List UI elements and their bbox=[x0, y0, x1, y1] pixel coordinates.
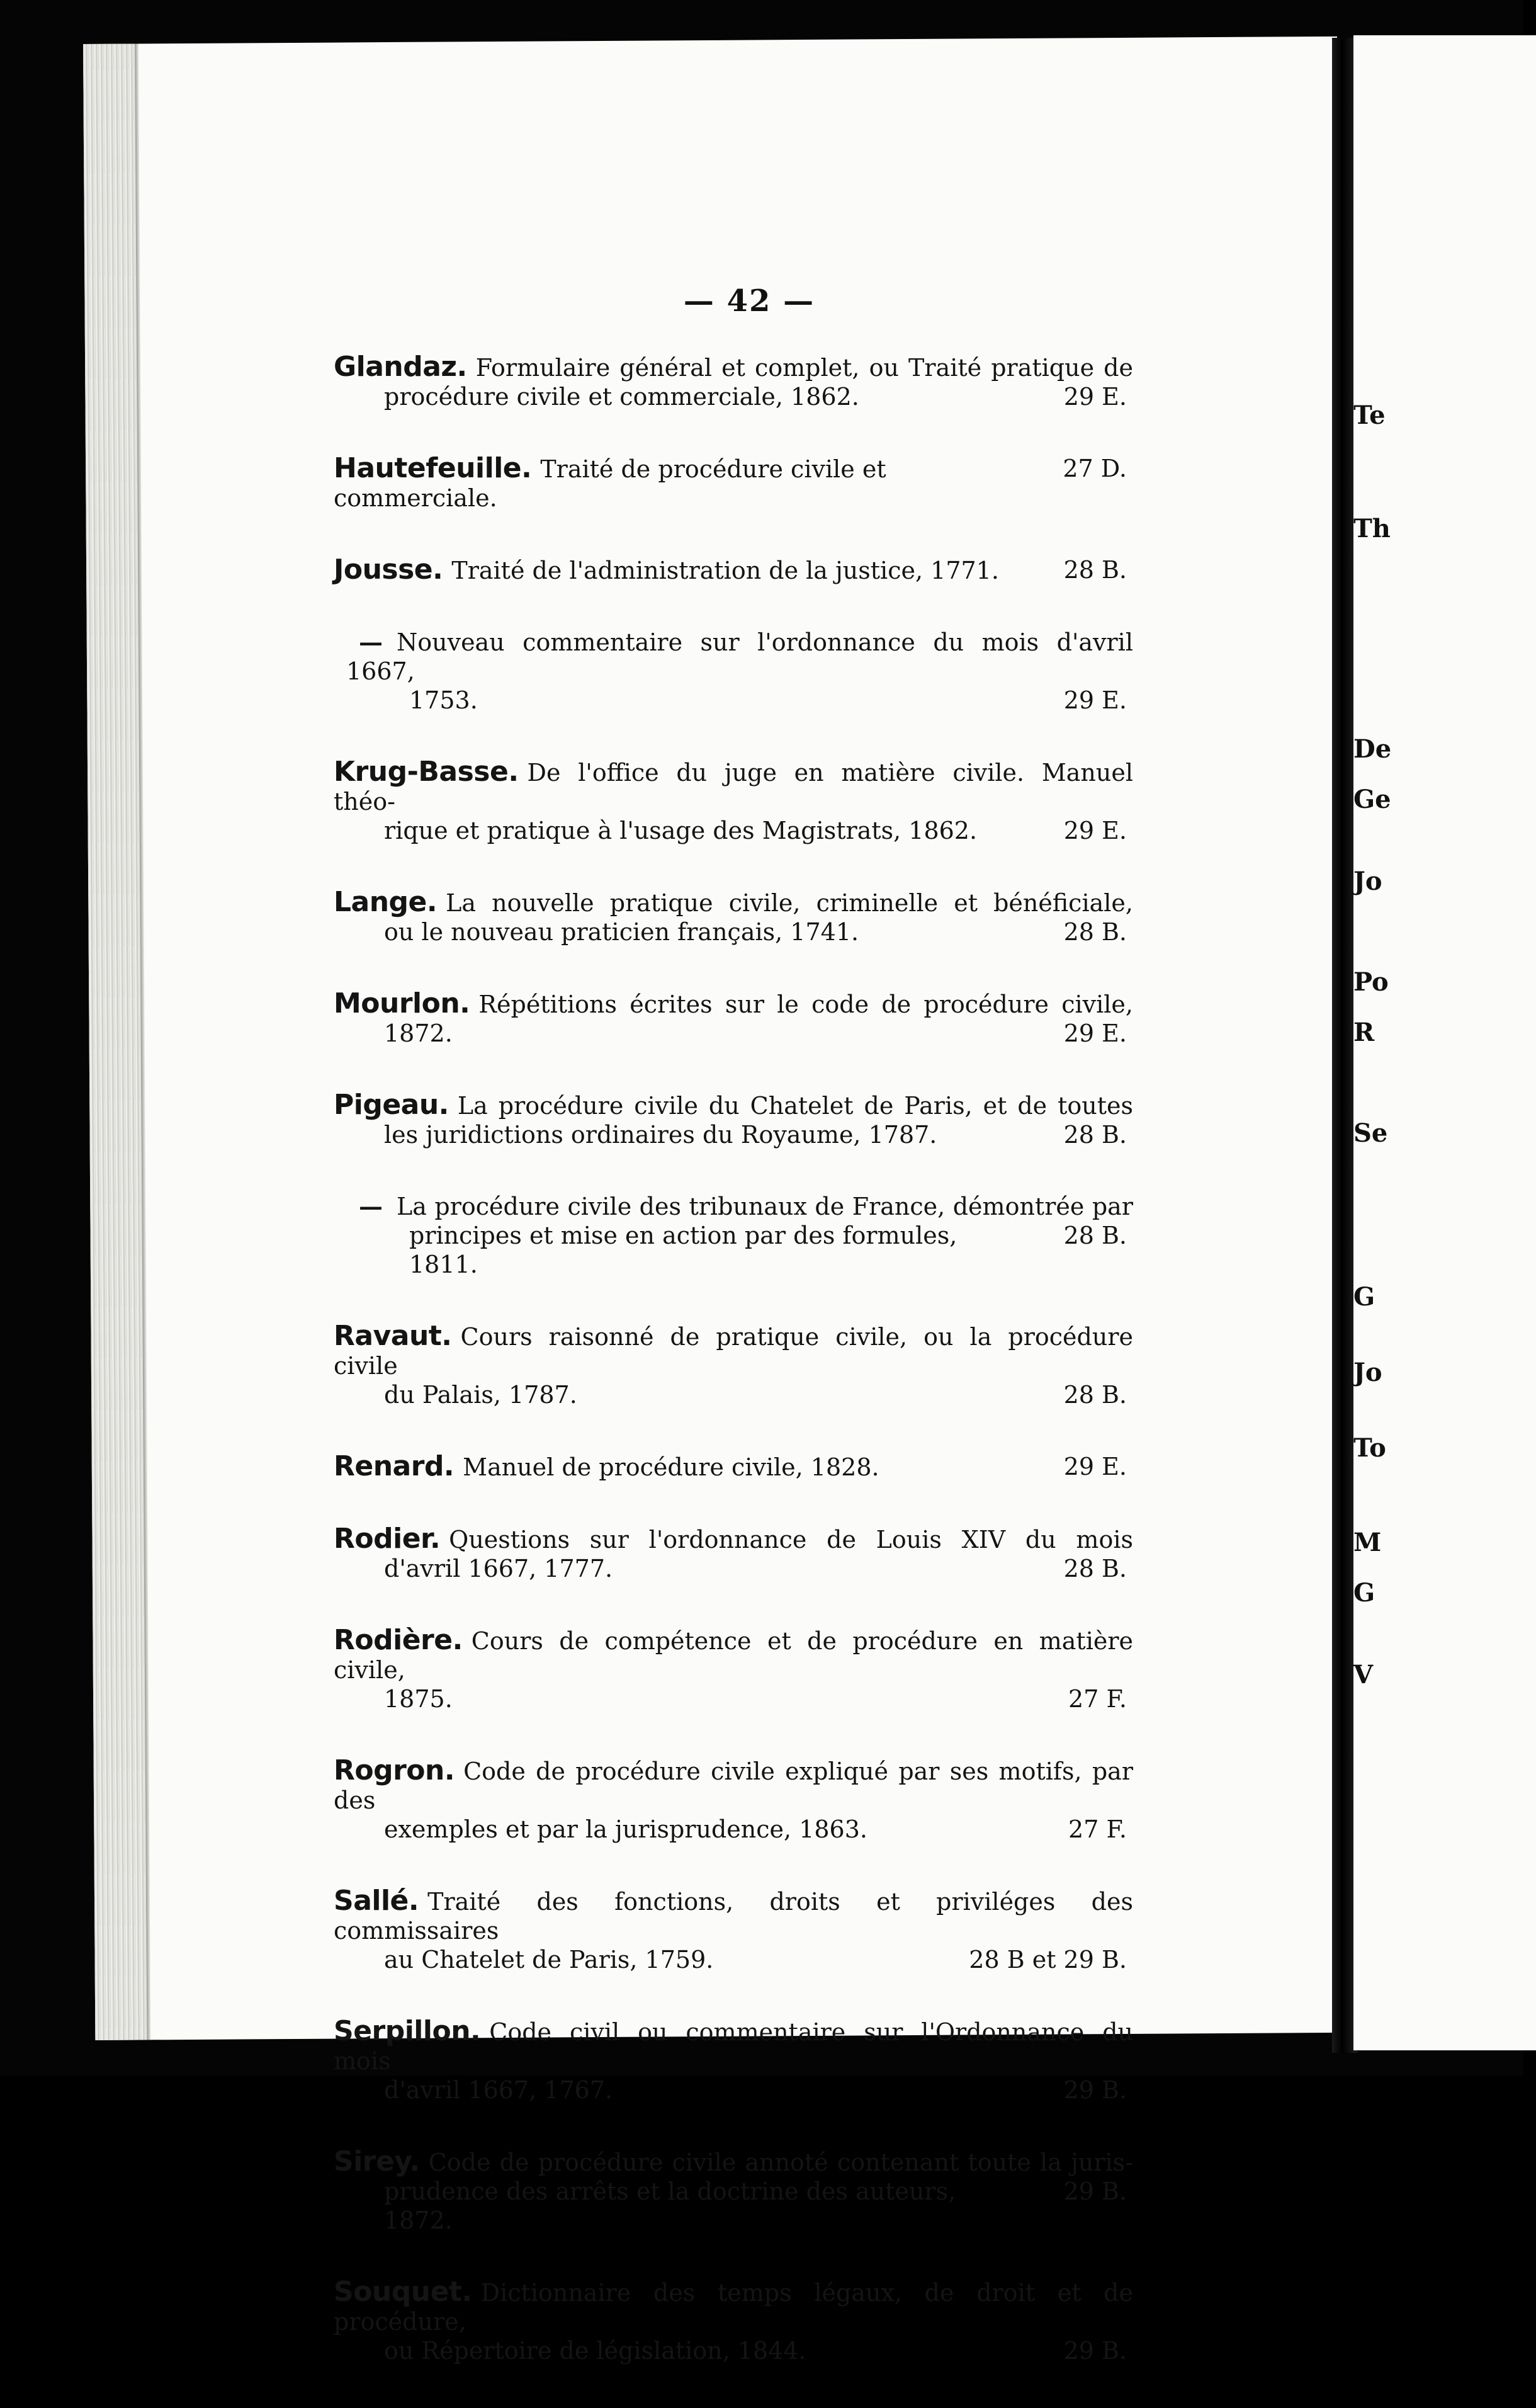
entry-title-text: Traité des fonctions, droits et priviléges des commissaires bbox=[334, 1888, 1133, 1945]
entry-shelfmark: 29 E. bbox=[1063, 383, 1127, 411]
entry-first-line bbox=[334, 2147, 1133, 2177]
entry-author: Renard. bbox=[334, 1450, 455, 1482]
entry-author: Pigeau. bbox=[334, 1089, 449, 1121]
entry-first-line bbox=[334, 989, 1133, 1019]
entry-shelfmark: 28 B. bbox=[1063, 556, 1127, 584]
entry-continuation-line bbox=[334, 382, 1133, 411]
entry-author: Sirey. bbox=[334, 2145, 420, 2178]
right-page-fragment: Jo bbox=[1353, 866, 1382, 896]
entry-title-text: Code de procédure civile annoté contenant toute la juris- bbox=[428, 2149, 1133, 2176]
right-page-fragment: G bbox=[1353, 1282, 1375, 1312]
entry-shelfmark: 29 E. bbox=[1063, 1019, 1127, 1047]
entry-first-line bbox=[334, 758, 1133, 816]
entry-continuation-text: exemples et par la jurisprudence, 1863. bbox=[384, 1815, 867, 1843]
entry-continuation-line bbox=[346, 1221, 1133, 1279]
entry-author: Rodière. bbox=[334, 1624, 463, 1656]
entry-title-text: La nouvelle pratique civile, criminelle et bénéficiale, bbox=[446, 889, 1133, 917]
entry-title-text: Code civil ou commentaire sur l'Ordonnance du mois bbox=[334, 2018, 1133, 2075]
entry-first-line bbox=[334, 2278, 1133, 2336]
entry-author: Sallé. bbox=[334, 1885, 419, 1917]
entry-shelfmark: 28 B. bbox=[1063, 1121, 1127, 1149]
bibliography-entry bbox=[334, 1756, 1133, 1844]
bibliography-entry bbox=[334, 2278, 1133, 2365]
entry-continuation-text: procédure civile et commerciale, 1862. bbox=[384, 383, 859, 411]
right-page-fragment: De bbox=[1353, 734, 1392, 764]
bibliography-entry bbox=[334, 628, 1133, 715]
right-page-fragment: Po bbox=[1353, 967, 1389, 997]
right-page-fragment: Te bbox=[1353, 400, 1386, 430]
bibliography-entry bbox=[334, 555, 1133, 585]
entry-shelfmark: 28 B. bbox=[1063, 1555, 1127, 1582]
entry-first-line bbox=[334, 1756, 1133, 1815]
bibliography-entry bbox=[334, 1626, 1133, 1713]
bibliography-entry bbox=[334, 454, 1133, 513]
right-page-fragment: Th bbox=[1353, 514, 1391, 543]
page-edge bbox=[83, 43, 147, 2040]
entry-title-text: Formulaire général et complet, ou Traité pratique de bbox=[475, 354, 1133, 382]
entry-author: Hautefeuille. bbox=[334, 452, 532, 484]
entry-continuation-line bbox=[334, 1019, 1133, 1048]
entry-title-text: Cours de compétence et de procédure en matière civile, bbox=[334, 1627, 1133, 1684]
entry-title-text: Répétitions écrites sur le code de procédure civile, bbox=[478, 991, 1133, 1018]
entry-author: — bbox=[359, 628, 383, 656]
entry-title-text: Code de procédure civile expliqué par ses motifs, par des bbox=[334, 1758, 1133, 1814]
entry-continuation-line bbox=[334, 1945, 1133, 1974]
bibliography-entry bbox=[334, 1192, 1133, 1279]
entry-title-text: La procédure civile des tribunaux de France, démontrée par bbox=[397, 1193, 1133, 1220]
bibliography-entry bbox=[334, 1322, 1133, 1409]
bibliography-entry bbox=[334, 758, 1133, 845]
right-page-fragment: G bbox=[1353, 1578, 1375, 1608]
bibliography-entry bbox=[334, 1887, 1133, 1974]
entry-continuation-line bbox=[334, 1554, 1133, 1583]
bibliography-entry bbox=[334, 1091, 1133, 1149]
entry-continuation-line bbox=[334, 2336, 1133, 2365]
entry-continuation-line bbox=[334, 1815, 1133, 1844]
entry-continuation-text: 1753. bbox=[409, 686, 478, 714]
entry-first-line bbox=[346, 1192, 1133, 1221]
right-page-fragment: M bbox=[1353, 1528, 1382, 1557]
entry-continuation-line bbox=[334, 2076, 1133, 2104]
right-page-fragment: To bbox=[1353, 1433, 1386, 1463]
entry-title-text: De l'office du juge en matière civile. Manuel théo- bbox=[334, 759, 1133, 815]
right-page-fragment: Se bbox=[1353, 1118, 1388, 1148]
right-page-fragment: Jo bbox=[1353, 1358, 1382, 1387]
entry-shelfmark: 29 B. bbox=[1063, 2076, 1127, 2104]
entry-continuation-line bbox=[334, 816, 1133, 845]
entry-title-text: Traité de l'administration de la justice, 1771. bbox=[451, 557, 999, 584]
entry-continuation-line bbox=[334, 1684, 1133, 1713]
entry-first-line bbox=[334, 1452, 1133, 1482]
entry-shelfmark: 28 B. bbox=[1063, 1381, 1127, 1409]
entry-first-line bbox=[334, 2017, 1133, 2076]
entry-continuation-text: 1875. bbox=[384, 1685, 453, 1713]
entry-shelfmark: 29 E. bbox=[1063, 817, 1127, 844]
bibliography-entry bbox=[334, 1452, 1133, 1482]
entry-continuation-text: 1872. bbox=[384, 1019, 453, 1047]
entry-continuation-line bbox=[346, 686, 1133, 715]
entry-author: Rogron. bbox=[334, 1754, 455, 1786]
entry-title-text: La procédure civile du Chatelet de Paris, et de toutes bbox=[457, 1092, 1133, 1120]
entry-author: Lange. bbox=[334, 886, 438, 918]
entry-list bbox=[334, 353, 1133, 2408]
entry-first-line bbox=[334, 1091, 1133, 1120]
entry-continuation-line bbox=[334, 1380, 1133, 1409]
entry-continuation-line bbox=[334, 2177, 1133, 2235]
entry-continuation-line bbox=[334, 917, 1133, 946]
entry-title-text: Nouveau commentaire sur l'ordonnance du mois d'avril 1667, bbox=[346, 628, 1133, 685]
entry-shelfmark: 27 F. bbox=[1068, 1685, 1127, 1713]
right-page-fragment: V bbox=[1353, 1660, 1374, 1690]
right-page bbox=[1353, 35, 1536, 2050]
entry-continuation-text: au Chatelet de Paris, 1759. bbox=[384, 1946, 714, 1974]
entry-first-line bbox=[334, 1887, 1133, 1945]
entry-author: — bbox=[359, 1192, 383, 1220]
entry-shelfmark: 29 B. bbox=[1063, 2337, 1127, 2365]
entry-continuation-text: ou Répertoire de législation, 1844. bbox=[384, 2337, 806, 2365]
entry-first-line bbox=[334, 1322, 1133, 1380]
entry-title-text: Manuel de procédure civile, 1828. bbox=[463, 1453, 879, 1481]
entry-continuation-text: rique et pratique à l'usage des Magistrats, 1862. bbox=[384, 817, 978, 844]
entry-first-line bbox=[334, 454, 1133, 513]
bibliography-entry bbox=[334, 989, 1133, 1048]
entry-shelfmark: 27 D. bbox=[1063, 455, 1127, 482]
bibliography-entry bbox=[334, 1525, 1133, 1583]
entry-author: Ravaut. bbox=[334, 1320, 452, 1352]
entry-author: Rodier. bbox=[334, 1523, 441, 1555]
entry-continuation-text: les juridictions ordinaires du Royaume, 1787. bbox=[384, 1121, 937, 1149]
entry-continuation-text: du Palais, 1787. bbox=[384, 1381, 577, 1409]
bibliography-entry bbox=[334, 2017, 1133, 2104]
right-page-fragment: R bbox=[1353, 1018, 1375, 1047]
entry-shelfmark: 27 F. bbox=[1068, 1815, 1127, 1843]
bibliography-entry bbox=[334, 2147, 1133, 2235]
entry-author: Serpillon. bbox=[334, 2015, 481, 2047]
entry-title-text: Dictionnaire des temps légaux, de droit et de procédure, bbox=[334, 2279, 1133, 2336]
entry-author: Jousse. bbox=[334, 554, 443, 586]
entry-title-text: Traité de procédure civile et commerciale. bbox=[334, 455, 886, 512]
entry-first-line bbox=[334, 1525, 1133, 1554]
entry-continuation-line bbox=[334, 1120, 1133, 1149]
bibliography-entry bbox=[334, 353, 1133, 411]
entry-shelfmark: 29 E. bbox=[1063, 686, 1127, 714]
entry-first-line bbox=[334, 353, 1133, 382]
right-page-fragment: Ge bbox=[1353, 785, 1391, 814]
entry-shelfmark: 28 B et 29 B. bbox=[969, 1946, 1127, 1974]
entry-continuation-text: principes et mise en action par des formules, 1811. bbox=[409, 1222, 957, 1278]
entry-title-text: Cours raisonné de pratique civile, ou la procédure civile bbox=[334, 1323, 1133, 1380]
entry-first-line bbox=[334, 555, 1133, 585]
entry-title-text: Questions sur l'ordonnance de Louis XIV du mois bbox=[449, 1526, 1133, 1553]
entry-continuation-text: prudence des arrêts et la doctrine des auteurs, 1872. bbox=[384, 2178, 956, 2234]
entry-author: Krug-Basse. bbox=[334, 756, 519, 788]
entry-author: Souquet. bbox=[334, 2276, 472, 2308]
entry-continuation-text: d'avril 1667, 1777. bbox=[384, 1555, 613, 1582]
entry-author: Glandaz. bbox=[334, 351, 467, 383]
entry-first-line bbox=[334, 888, 1133, 917]
entry-first-line bbox=[334, 1626, 1133, 1684]
entry-author: Mourlon. bbox=[334, 987, 470, 1019]
entry-shelfmark: 29 B. bbox=[1063, 2178, 1127, 2205]
entry-shelfmark: 28 B. bbox=[1063, 918, 1127, 946]
page-number: — 42 — bbox=[683, 283, 815, 319]
entry-first-line bbox=[346, 628, 1133, 686]
bibliography-entry bbox=[334, 888, 1133, 946]
entry-continuation-text: d'avril 1667, 1767. bbox=[384, 2076, 613, 2104]
entry-shelfmark: 29 E. bbox=[1063, 1453, 1127, 1480]
entry-continuation-text: ou le nouveau praticien français, 1741. bbox=[384, 918, 859, 946]
entry-shelfmark: 28 B. bbox=[1063, 1222, 1127, 1249]
